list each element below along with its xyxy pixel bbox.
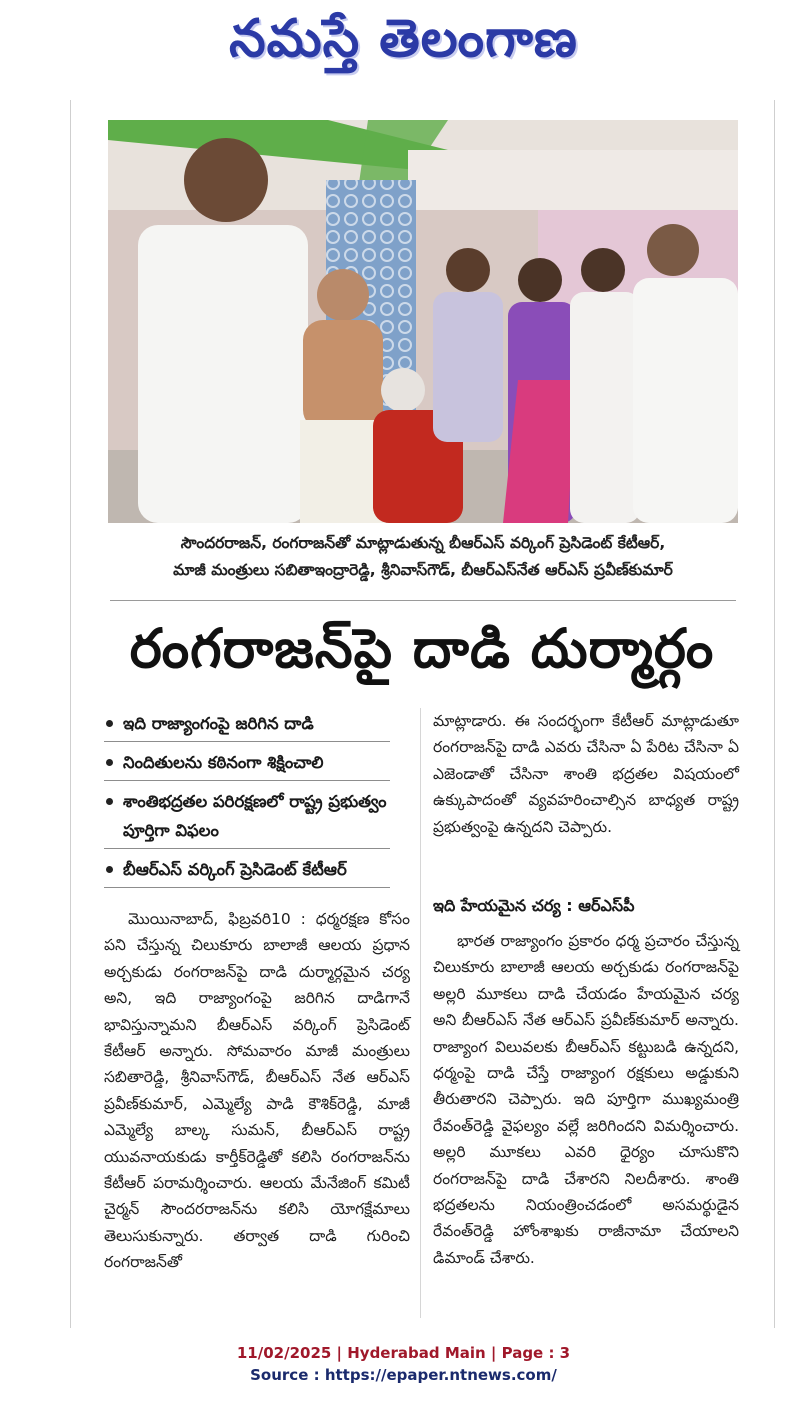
article-paragraph: మాట్లాడారు. ఈ సందర్భంగా కేటీఆర్ మాట్లాడుతూ రంగరాజన్‌పై దాడి ఎవరు చేసినా ఏ పేరిట చేసినా ఏ ఎజెండాతో చేసినా శాంతి భద్రతల విషయంలో ఉక్కుపాదంతో వ్యవహరించాల్సిన బాధ్యత రాష్ట్ర ప్రభుత్వంపై ఉన్నదని చెప్పారు.	[433, 712, 739, 836]
article-column-left	[104, 906, 410, 1276]
column-divider	[420, 708, 421, 1318]
caption-line-2: మాజీ మంత్రులు సబితాఇంద్రారెడ్డి, శ్రీనివాస్‌గౌడ్, బీఆర్‌ఎస్‌నేత ఆర్‌ఎస్ ప్రవీణ్‌కుమార్	[173, 561, 673, 579]
bullet-icon	[106, 866, 113, 873]
highlight-item	[104, 708, 390, 742]
news-photo	[108, 120, 738, 523]
bullet-icon	[106, 798, 113, 805]
article-column-right-bottom	[433, 928, 739, 1271]
highlight-text: ఇది రాజ్యాంగంపై జరిగిన దాడి	[123, 714, 314, 733]
masthead	[0, 0, 807, 90]
article-subhead: ఇది హేయమైన చర్య : ఆర్‌ఎస్‌పీ	[433, 896, 635, 915]
highlight-item	[104, 854, 390, 888]
highlight-text: నిందితులను కఠినంగా శిక్షించాలి	[123, 753, 324, 772]
headline: రంగరాజన్‌పై దాడి దుర్మార్గం	[129, 616, 715, 680]
highlight-item	[104, 747, 390, 781]
page-frame-right	[774, 100, 775, 1328]
caption-line-1: సౌందరరాజన్, రంగరాజన్‌తో మాట్లాడుతున్న బీఆర్‌ఎస్ వర్కింగ్ ప్రెసిడెంట్ కేటీఆర్,	[180, 534, 666, 552]
page-footer	[0, 1342, 807, 1386]
bullet-icon	[106, 720, 113, 727]
article-paragraph: మొయినాబాద్, ఫిబ్రవరి10 : ధర్మరక్షణ కోసం పని చేస్తున్న చిలుకూరు బాలాజీ ఆలయ ప్రధాన అర్చకుడు రంగరాజన్‌పై దాడి దుర్మార్గమైన చర్య అని, ఇది రాజ్యాంగంపై జరిగిన దాడిగానే భావిస్తున్నామని బీఆర్‌ఎస్ వర్కింగ్ ప్రెసిడెంట్ కేటీఆర్ అన్నారు. సోమవారం మాజీ మంత్రులు సబితారెడ్డి, శ్రీనివాస్‌గౌడ్, బీఆర్‌ఎస్ నేత ఆర్‌ఎస్ ప్రవీణ్‌కుమార్, ఎమ్మెల్యే పాడి కౌశిక్‌రెడ్డి, మాజీ ఎమ్మెల్యే బాల్క సుమన్, బీఆర్‌ఎస్ రాష్ట్ర యువనాయకుడు కార్తీక్‌రెడ్డితో కలిసి రంగరాజన్‌ను కేటీఆర్ పరామర్శించారు. ఆలయ మేనేజింగ్ కమిటీ చైర్మన్ సౌందరరాజన్‌ను కలిసి యోగక్షేమాలు తెలుసుకున్నారు. తర్వాత దాడి గురించి రంగరాజన్‌తో	[104, 910, 410, 1272]
page-frame-left	[70, 100, 71, 1328]
highlight-text: శాంతిభద్రతల పరిరక్షణలో రాష్ట్ర ప్రభుత్వం పూర్తిగా విఫలం	[123, 792, 387, 840]
article-paragraph: భారత రాజ్యాంగం ప్రకారం ధర్మ ప్రచారం చేస్తున్న చిలుకూరు బాలాజీ ఆలయ అర్చకుడు రంగరాజన్‌పై అల్లరి మూకలు దాడి చేయడం హేయమైన చర్య అని బీఆర్‌ఎస్ నేత ఆర్‌ఎస్ ప్రవీణ్‌కుమార్ అన్నారు. రాజ్యాంగ విలువలకు బీఆర్‌ఎస్ కట్టుబడి ఉన్నదని, ధర్మంపై దాడి చేస్తే రాజ్యాంగ రక్షకులు అడ్డుకుని తీరుతారని చెప్పారు. ఇది పూర్తిగా ముఖ్యమంత్రి రేవంత్‌రెడ్డి వైఫల్యం వల్లే జరిగిందని విమర్శించారు. అల్లరి మూకలు ఎవరి ధైర్యం చూసుకొని రంగరాజన్‌పై దాడి చేశారని నిలదీశారు. శాంతి భద్రతలను నియంత్రించడంలో అసమర్థుడైన రేవంత్‌రెడ్డి హోంశాఖకు రాజీనామా చేయాలని డిమాండ్ చేశారు.	[433, 932, 739, 1267]
footer-edition-info: 11/02/2025 | Hyderabad Main | Page : 3	[236, 1344, 571, 1362]
article-column-right-top	[433, 708, 739, 840]
masthead-title: నమస్తే తెలంగాణ	[229, 8, 578, 69]
footer-source-link[interactable]: Source : https://epaper.ntnews.com/	[250, 1366, 557, 1384]
bullet-icon	[106, 759, 113, 766]
highlights-list	[104, 708, 390, 893]
photo-of-meeting-icon	[108, 120, 738, 523]
highlight-item	[104, 786, 390, 849]
caption-divider	[110, 600, 736, 601]
photo-caption	[108, 530, 738, 584]
highlight-text: బీఆర్‌ఎస్ వర్కింగ్ ప్రెసిడెంట్ కేటీఆర్	[123, 860, 347, 879]
